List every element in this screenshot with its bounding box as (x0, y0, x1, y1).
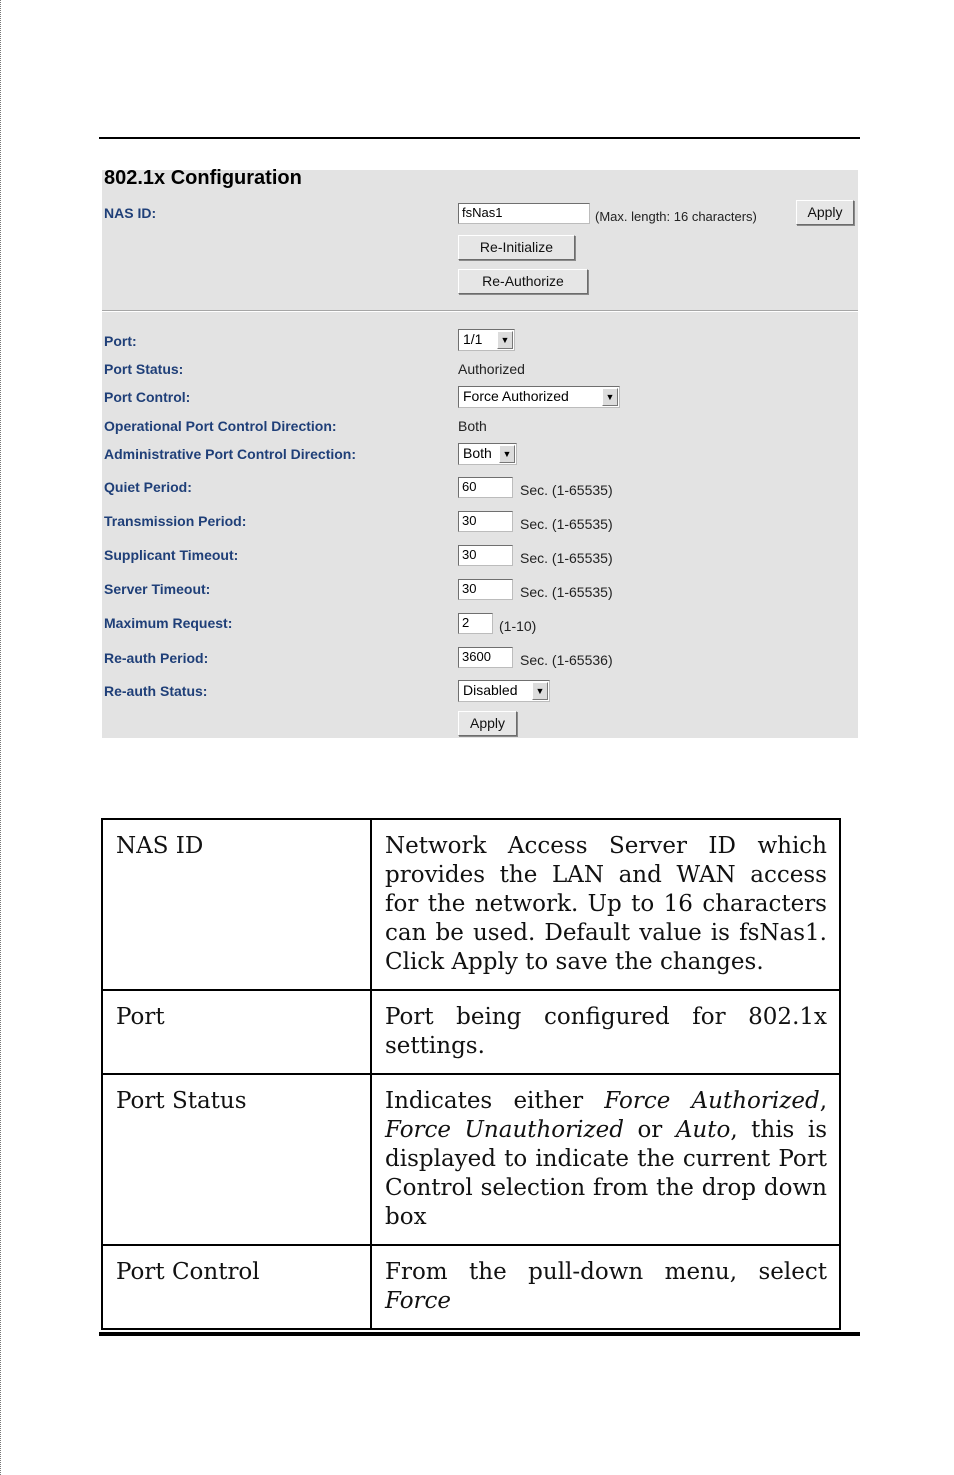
table-row (102, 990, 840, 1074)
admin-direction-select-value: Both (463, 445, 492, 461)
port-control-select[interactable] (458, 386, 620, 408)
reauth-status-label: Re-auth Status: (104, 683, 208, 699)
maximum-request-input[interactable]: 2 (458, 613, 493, 634)
re-initialize-button[interactable]: Re-Initialize (458, 235, 575, 260)
server-timeout-hint: Sec. (1-65535) (520, 584, 613, 600)
table-row (102, 1245, 840, 1329)
reauth-status-select-value: Disabled (463, 682, 518, 698)
config-panel (102, 167, 858, 738)
panel-divider (102, 310, 858, 312)
nas-id-hint: (Max. length: 16 characters) (595, 209, 757, 224)
text-span: or (623, 1117, 676, 1143)
oper-direction-value: Both (458, 418, 487, 434)
admin-direction-label: Administrative Port Control Direction: (104, 446, 357, 462)
chevron-down-icon[interactable]: ▼ (602, 388, 618, 406)
italic-term: Force Unauthorized (385, 1117, 624, 1143)
port-select-value: 1/1 (463, 331, 483, 347)
table-row (102, 1074, 840, 1245)
port-control-select-value: Force Authorized (463, 388, 569, 404)
text-span: Indicates either (385, 1088, 605, 1114)
reauth-period-input[interactable]: 3600 (458, 647, 513, 668)
port-control-label: Port Control: (104, 389, 191, 405)
italic-term: Auto (675, 1117, 731, 1143)
supplicant-timeout-input[interactable]: 30 (458, 545, 513, 566)
port-status-value: Authorized (458, 361, 525, 377)
port-status-label: Port Status: (104, 361, 184, 377)
text-span: From the pull-down menu, select (385, 1259, 827, 1285)
term-cell: NAS ID (102, 819, 371, 990)
quiet-period-hint: Sec. (1-65535) (520, 482, 613, 498)
chevron-down-icon[interactable]: ▼ (499, 445, 515, 463)
text-span: , this is displayed to indicate the current Port Control selection from the drop down box (385, 1117, 828, 1230)
italic-term: Force Authorized (604, 1088, 820, 1114)
table-row (102, 819, 840, 990)
description-table (101, 818, 841, 1330)
italic-term: Force (385, 1288, 452, 1314)
description-cell (371, 1245, 840, 1329)
quiet-period-label: Quiet Period: (104, 479, 192, 495)
transmission-period-input[interactable]: 30 (458, 511, 513, 532)
supplicant-timeout-label: Supplicant Timeout: (104, 547, 239, 563)
reauth-period-hint: Sec. (1-65536) (520, 652, 613, 668)
chevron-down-icon[interactable]: ▼ (532, 682, 548, 700)
description-cell: Network Access Server ID which provides the LAN and WAN access for the network. Up to 16 characters can be used. Default value is fsNas1. Click Apply to save the changes. (371, 819, 840, 990)
transmission-period-label: Transmission Period: (104, 513, 247, 529)
page-edge (0, 0, 2, 1475)
footer-rule (99, 1332, 860, 1336)
apply-button[interactable]: Apply (458, 711, 517, 736)
reauth-status-select[interactable] (458, 680, 550, 702)
term-cell: Port Status (102, 1074, 371, 1245)
header-rule (99, 137, 860, 139)
panel-title: 802.1x Configuration (104, 167, 302, 189)
chevron-down-icon[interactable]: ▼ (497, 331, 513, 349)
server-timeout-input[interactable]: 30 (458, 579, 513, 600)
nas-id-apply-button[interactable]: Apply (796, 200, 854, 225)
maximum-request-hint: (1-10) (499, 618, 537, 634)
quiet-period-input[interactable]: 60 (458, 477, 513, 498)
re-authorize-button[interactable]: Re-Authorize (458, 269, 588, 294)
term-cell: Port (102, 990, 371, 1074)
supplicant-timeout-hint: Sec. (1-65535) (520, 550, 613, 566)
admin-direction-select[interactable] (458, 443, 517, 465)
text-span: , (819, 1088, 827, 1114)
description-cell: Port being configured for 802.1x settings. (371, 990, 840, 1074)
maximum-request-label: Maximum Request: (104, 615, 233, 631)
nas-id-label: NAS ID: (104, 205, 157, 221)
description-cell (371, 1074, 840, 1245)
oper-direction-label: Operational Port Control Direction: (104, 418, 337, 434)
reauth-period-label: Re-auth Period: (104, 650, 209, 666)
term-cell: Port Control (102, 1245, 371, 1329)
port-select[interactable] (458, 329, 515, 351)
server-timeout-label: Server Timeout: (104, 581, 211, 597)
port-label: Port: (104, 333, 137, 349)
transmission-period-hint: Sec. (1-65535) (520, 516, 613, 532)
nas-id-input[interactable]: fsNas1 (458, 203, 590, 224)
